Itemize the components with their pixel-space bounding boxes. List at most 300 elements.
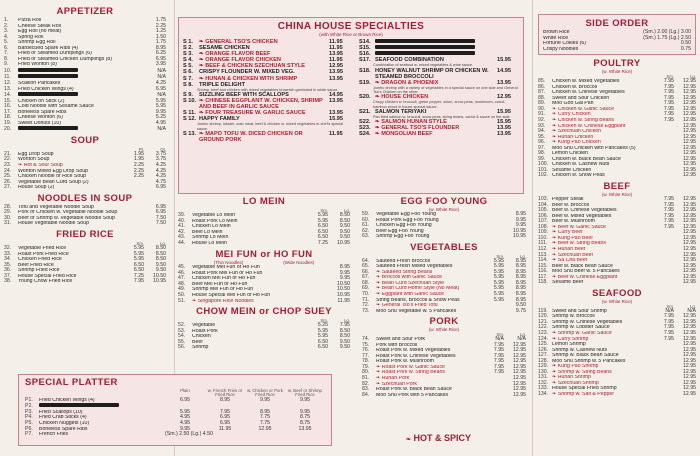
item-price: 1.25 <box>155 28 166 35</box>
item-name: Beef w. Mushroom <box>552 219 595 225</box>
item-number: 40. <box>178 217 186 224</box>
menu-item <box>362 393 526 399</box>
special-platter-list <box>19 398 331 438</box>
price-small: 5.95 <box>493 296 504 303</box>
price-large: 8.50 <box>155 256 166 263</box>
menu-item <box>4 279 166 285</box>
price-header-label: Sm. <box>136 240 144 246</box>
redacted-text <box>18 126 78 130</box>
item-number: 17. <box>4 108 12 115</box>
item-name: Shrimp Egg Roll <box>18 40 56 46</box>
price-header-label: Lg. <box>690 303 696 309</box>
price-small: 5.95 <box>317 327 328 334</box>
item-number: 88. <box>538 94 546 101</box>
item-price: 11.95 <box>329 130 343 137</box>
item-number: 7. <box>4 50 9 57</box>
item-number: 8. <box>4 55 9 62</box>
menu-item <box>538 392 696 398</box>
platter-price: 9.95 <box>299 396 311 403</box>
item-number: 90. <box>538 105 546 112</box>
item-price: 15.95 <box>329 116 343 123</box>
item-number: 78. <box>362 358 370 365</box>
item-name: Chicken Egg Foo Young <box>376 223 432 229</box>
item-number: 13. <box>4 85 12 92</box>
item-number: P4. <box>25 414 33 421</box>
item-name: Beef w. Mixed Vegetables <box>552 213 612 219</box>
item-number: 106. <box>538 212 549 219</box>
item-name: String Beans, Broccoli & Snow Peas <box>376 297 460 303</box>
price-header-label: Sm. <box>320 318 328 324</box>
item-number: S16. <box>359 51 371 58</box>
item-price: 11.95 <box>337 297 350 304</box>
menu-item <box>178 241 350 247</box>
item-number: 103. <box>538 196 549 203</box>
item-number: 117. <box>538 273 548 280</box>
item-name: ❧ Bean Curd Szechuan Style <box>376 280 445 286</box>
price-large: 12.95 <box>513 363 526 370</box>
item-number: 5. <box>4 39 9 46</box>
platter-price: 7.95 <box>219 408 231 415</box>
item-name: ❧ ORANGE FLAVOR CHICKEN <box>199 57 281 64</box>
price-large: N/A <box>687 307 696 314</box>
item-name: Shrimp w. Lobster Sauce <box>552 325 610 331</box>
item-number: 6. <box>4 44 9 51</box>
item-name: House Lo Mein <box>192 240 227 246</box>
price-header-label: Pt. <box>138 146 144 152</box>
item-name: ❧ SALMON HUNAN STYLE <box>375 119 447 126</box>
item-name: Chicken w. Black Bean Sauce <box>552 156 621 162</box>
item-name: ❧ HUNAN & CHICKEN WITH SHRIMP <box>199 75 298 82</box>
item-number: 99. <box>538 155 546 162</box>
price-large: 12.95 <box>683 245 696 252</box>
specialty-item <box>359 68 519 80</box>
item-name: Chicken Fried Rice <box>18 257 62 263</box>
price-header-label: Sm. <box>666 74 674 80</box>
price-small: 7.95 <box>663 212 674 219</box>
price-small: 7.95 <box>663 100 674 107</box>
item-name: Moo Shu Shrimp w. 5 Pancakes <box>552 358 626 364</box>
platter-price: 11.95 <box>218 425 232 432</box>
item-price: 10.95 <box>513 233 526 240</box>
platter-price: 13.95 <box>298 425 312 432</box>
item-name: ❧ Hunan Beef <box>552 246 586 252</box>
item-name: Vegetable Fried Rice <box>18 245 67 251</box>
vegetables-list <box>362 254 526 314</box>
specialty-description: Jumbo shrimp, lobster, crab meat, beef & chicken w. mixed vegetables in chef's special sauce. <box>197 122 344 131</box>
price-large: 12.95 <box>683 94 696 101</box>
egg-foo-young-subtitle: (w. White Rice) <box>428 207 460 212</box>
price-small: 7.95 <box>493 369 504 376</box>
item-name: Roast Pork w. Mushroom <box>376 359 434 365</box>
item-number: 71. <box>362 296 370 303</box>
item-number: S 4. <box>183 57 193 64</box>
price-small: 6.50 <box>317 223 328 230</box>
item-name: Moo Shu Beef w. 5 Pancakes <box>552 269 620 275</box>
price-large: 12.95 <box>683 89 696 96</box>
item-number: 31. <box>4 220 12 227</box>
item-price: N/A <box>157 67 166 74</box>
item-name: ❧ Broccoli with Garlic Sauce <box>376 275 443 281</box>
item-name: Barbecued Spare Ribs (4) <box>18 45 78 51</box>
column-middle-left <box>178 194 350 351</box>
item-name: Fried or Steamed Chicken Dumplings (8) <box>18 56 112 62</box>
item-name: Shrimp Fried Rice <box>18 268 60 274</box>
item-price: 13.95 <box>497 125 511 132</box>
item-price: 15.95 <box>497 119 511 126</box>
beef-list <box>538 197 696 286</box>
price-small: 5.95 <box>133 256 144 263</box>
item-number: 68. <box>362 279 370 286</box>
price-small: 5.25 <box>317 322 328 329</box>
price-large: 12.95 <box>683 201 696 208</box>
price-large: 9.50 <box>339 228 350 235</box>
item-name: Beef w. Broccoli <box>552 202 589 208</box>
item-name: Scallion Pancakes <box>18 81 61 87</box>
price-large: 12.95 <box>513 375 526 382</box>
item-name: ❧ Chicken w. Garlic Sauce <box>552 106 615 112</box>
price-large: 12.95 <box>683 100 696 107</box>
item-number: 26. <box>4 178 12 185</box>
lo-mein-list <box>178 208 350 246</box>
item-name: ❧ BEEF & CHICKEN SZECHUAN STYLE <box>199 63 306 70</box>
item-name: Roast Pork Egg Foo Young <box>376 217 439 223</box>
item-name: Wonton Soup <box>18 157 50 163</box>
item-price: 13.95 <box>329 51 343 58</box>
item-number: 107. <box>538 218 549 225</box>
price-large: 10.95 <box>153 278 166 285</box>
price-large: 12.95 <box>683 111 696 118</box>
price-large: 12.95 <box>683 363 696 370</box>
item-price: N/A <box>157 92 166 99</box>
item-number: 62. <box>362 227 370 234</box>
item-name: Beef Lo Mein <box>192 229 223 235</box>
price-large: 12.95 <box>683 368 696 375</box>
item-number: S 7. <box>183 75 193 82</box>
item-name: ❧ Hunan Shrimp <box>552 375 591 381</box>
price-header-label: Lg. <box>344 318 350 324</box>
item-number: S 3. <box>183 51 193 58</box>
item-price: 11.95 <box>329 39 343 45</box>
item-name: House Soup (2) <box>18 185 55 191</box>
price-small: 7.95 <box>663 117 674 124</box>
item-name: Chicken Noodle or Rice Soup <box>18 174 87 180</box>
item-price: N/A <box>157 74 166 81</box>
price-header-label: Qt. <box>160 146 166 152</box>
item-number: 118. <box>538 279 548 286</box>
item-price: 11.95 <box>329 57 343 64</box>
item-price: 10.50 <box>337 286 350 293</box>
item-price: 12.95 <box>329 63 343 70</box>
platter-header-label: w. French Fries or Fried Rice <box>207 388 243 398</box>
price-small: 5.95 <box>133 244 144 251</box>
item-number: P6. <box>25 425 33 432</box>
price-large: 8.95 <box>515 285 526 292</box>
price-large: 12.95 <box>683 150 696 157</box>
item-number: 24. <box>4 167 12 174</box>
platter-price: 4.95 <box>179 420 191 426</box>
price-small: 7.95 <box>663 89 674 96</box>
item-name: Beef Egg Foo Young <box>376 228 424 234</box>
price-large: 9.50 <box>515 302 526 309</box>
item-price: 9.95 <box>339 275 350 282</box>
item-number: 101. <box>538 166 549 173</box>
item-number: 77. <box>362 352 370 359</box>
item-name: Chicken w. Broccoli <box>552 84 597 90</box>
item-name: House Vegetable Noodle Soup <box>18 221 89 227</box>
item-number: 51. <box>178 297 186 304</box>
item-price: 8.95 <box>155 44 166 51</box>
price-small: 5.95 <box>133 250 144 257</box>
special-platter-box <box>18 374 332 446</box>
price-small: 5.95 <box>493 291 504 298</box>
item-price: 0.50 <box>680 40 691 47</box>
menu-item <box>362 234 526 240</box>
item-name: ❧ Singapore Rice Noodles <box>192 298 254 304</box>
item-price: 7.50 <box>155 220 166 227</box>
platter-price: (Sm.) 2.50 (Lg.) 4.50 <box>165 431 213 438</box>
item-price: 12.95 <box>497 94 511 101</box>
item-name: Fried Wonton (8) <box>18 62 57 68</box>
item-name: ❧ Roast Pork w. String Beans <box>376 370 445 376</box>
price-large: 12.95 <box>683 324 696 331</box>
item-price: 10.95 <box>513 227 526 234</box>
item-number: 45. <box>178 264 186 271</box>
item-number: S22. <box>359 119 371 126</box>
item-number: 111. <box>538 240 548 247</box>
item-name: Chicken on Stick (2) <box>18 98 65 104</box>
price-large: 12.95 <box>683 172 696 179</box>
item-number: 32. <box>4 244 12 251</box>
item-number: 105. <box>538 207 549 214</box>
mei-fun-sub-thin: (Thin Noodles) <box>213 260 244 266</box>
item-number: S14. <box>359 39 371 45</box>
item-name: ❧ Shrimp w. Garlic Sauce <box>552 330 612 336</box>
item-name: Roast Pork w. Mixed Vegetables <box>376 348 451 354</box>
price-header-label: Lg. <box>160 240 166 246</box>
item-price: 11.95 <box>329 45 343 52</box>
item-name: Boneless Spare Ribs <box>39 426 88 432</box>
item-name: ❧ GENERAL TSO'S CHICKEN <box>199 39 278 45</box>
item-name: ❧ Eggplant with Garlic Sauce <box>376 292 445 298</box>
price-large: 12.95 <box>683 313 696 320</box>
seafood-list <box>538 304 696 398</box>
item-number: 81. <box>362 375 370 382</box>
item-number: 69. <box>362 285 370 292</box>
price-small: 7.25 <box>317 239 328 246</box>
item-number: 130. <box>538 368 549 375</box>
item-number: S 5. <box>183 63 193 70</box>
price-large: 12.95 <box>683 78 696 85</box>
platter-price: 9.95 <box>299 408 311 415</box>
price-small: 7.95 <box>663 329 674 336</box>
price-large: 12.95 <box>683 139 696 146</box>
item-name: Moo Shu Chicken with Pancakes (5) <box>552 145 636 151</box>
item-number: S24. <box>359 131 371 138</box>
item-number: 44. <box>178 239 186 246</box>
item-name: ❧ Beef w. Chinese Eggplant <box>552 274 618 280</box>
price-small: 7.95 <box>663 218 674 225</box>
price-small: 6.50 <box>133 267 144 274</box>
item-number: S19. <box>359 79 371 86</box>
item-number: 125. <box>538 341 549 348</box>
price-header-label: Sm. <box>496 332 504 338</box>
item-name: Beef or Shrimp w. Vegetable Noodle Soup <box>18 215 115 221</box>
price-large: 12.95 <box>683 166 696 173</box>
item-name: Cheese Wonton (6) <box>18 115 63 121</box>
item-name: ❧ CHINESE EGGPLANT W. CHICKEN, SHRIMP AND BEEF IN GARLIC SAUCE <box>199 98 323 111</box>
specialty-item <box>183 82 351 88</box>
item-number: 27. <box>4 184 12 191</box>
item-number: 94. <box>538 128 546 135</box>
item-name: Sauteed Fresh Broccoli <box>376 258 430 264</box>
chow-mein-title: CHOW MEIN or CHOP SUEY <box>196 306 332 318</box>
item-name: Shrimp w. Broccoli <box>552 314 595 320</box>
soup-list <box>4 147 166 191</box>
item-number: 124. <box>538 335 549 342</box>
price-small: 5.95 <box>317 217 328 224</box>
item-name: Chicken w. Chinese Vegetables <box>552 90 625 96</box>
specialties-right-list <box>359 39 519 143</box>
item-name: Fried Crab Sticks (4) <box>39 415 87 421</box>
item-name: CRISPY FLOUNDER W. MIXED VEG. <box>199 69 295 76</box>
item-number: 19. <box>4 119 12 126</box>
item-number: 56. <box>178 344 186 351</box>
price-large: 12.95 <box>683 352 696 359</box>
item-number: 65. <box>362 263 370 270</box>
item-name: Shrimp w. Chinese Vegetables <box>552 319 623 325</box>
pork-title: PORK <box>429 316 459 328</box>
item-price: (Sm.) 2.00 (Lg.) 3.00 <box>643 29 691 35</box>
price-large: 9.50 <box>339 338 350 345</box>
special-platter-header <box>19 389 331 398</box>
item-number: 55. <box>178 338 186 345</box>
price-large: 9.50 <box>155 261 166 268</box>
price-large: 12.95 <box>683 329 696 336</box>
platter-header-label: w. Chicken or Pork Fried Rice <box>247 388 283 398</box>
price-large: 12.95 <box>683 223 696 230</box>
item-number: 132. <box>538 379 549 386</box>
item-name: ❧ Szechuan Pork <box>376 381 417 387</box>
item-number: 41. <box>178 223 186 230</box>
item-number: 127. <box>538 352 549 359</box>
price-large: 12.95 <box>683 268 696 275</box>
platter-price: 4.95 <box>179 414 191 421</box>
price-large: 9.75 <box>515 307 526 314</box>
item-name: Fried Chicken Wings (4) <box>18 86 74 92</box>
menu-item <box>538 280 696 286</box>
item-name: Vegetable Egg Foo Young <box>376 212 436 217</box>
price-large: 4.75 <box>155 178 166 185</box>
item-name: ❧ Hunan Pork <box>376 376 410 382</box>
item-name: ❧ GENERAL TSO'S FLOUNDER <box>375 125 460 132</box>
side-order-item <box>543 47 691 53</box>
item-number: 2. <box>4 22 9 29</box>
hot-spicy-label: HOT & SPICY <box>413 433 472 443</box>
item-number: 104. <box>538 201 549 208</box>
item-number: 63. <box>362 233 370 240</box>
item-name: Pork with Broccoli <box>376 342 418 348</box>
price-large: 9.50 <box>339 223 350 230</box>
price-large: 12.95 <box>513 341 526 348</box>
price-small: 7.95 <box>493 358 504 365</box>
item-number: 84. <box>362 391 370 398</box>
menu-item <box>4 221 166 227</box>
price-small: 7.95 <box>663 223 674 230</box>
price-small: 2.25 <box>133 167 144 174</box>
item-number: 43. <box>178 234 186 241</box>
price-large: 12.95 <box>683 122 696 129</box>
item-name: House Special Fried Shrimp <box>552 386 617 392</box>
price-large: 4.25 <box>155 167 166 174</box>
item-price: 4.25 <box>155 80 166 87</box>
seafood-title: SEAFOOD <box>592 287 642 299</box>
platter-price: 5.95 <box>179 408 191 415</box>
menu-item <box>4 185 166 191</box>
platter-item <box>25 432 331 438</box>
item-name: ❧ Roast Pork w. Garlic Sauce <box>376 364 445 370</box>
soup-title: SOUP <box>70 134 100 146</box>
item-number: 87. <box>538 89 546 96</box>
price-small: 7.95 <box>663 94 674 101</box>
item-name <box>18 126 138 133</box>
item-number: 110. <box>538 234 548 241</box>
item-number: 59. <box>362 211 370 217</box>
item-price: 13.95 <box>497 79 511 86</box>
price-large: 12.95 <box>683 251 696 258</box>
price-small: 7.95 <box>663 196 674 203</box>
poultry-title: POULTRY <box>593 58 641 70</box>
item-number: 73. <box>362 307 370 314</box>
item-number: S 11. <box>183 110 196 117</box>
price-large: 8.50 <box>339 212 350 218</box>
beef-subtitle: (w. White Rice) <box>601 192 633 198</box>
menu-item <box>178 299 350 305</box>
item-name: Moo Shu Vegetable w. 5 Pancakes <box>376 308 457 314</box>
item-name: ❧ MONGOLIAN BEEF <box>375 131 433 138</box>
item-price: 7.50 <box>155 214 166 221</box>
item-number: 11. <box>4 74 11 81</box>
column-right <box>538 4 696 398</box>
price-small: 6.50 <box>317 234 328 241</box>
item-name: ❧ Chicken w. String Beans <box>552 118 615 124</box>
price-header-label: Sm. <box>320 208 328 213</box>
price-small: 5.95 <box>493 268 504 275</box>
redacted-text <box>375 51 475 55</box>
item-number: 60. <box>362 216 370 223</box>
item-name: Roast Pork w. Black Bean Sauce <box>376 387 452 393</box>
price-small: 7.95 <box>493 341 504 348</box>
price-large: 12.95 <box>683 144 696 151</box>
item-number: 47. <box>178 275 186 282</box>
price-large: 8.95 <box>515 279 526 286</box>
item-number: 70. <box>362 291 370 298</box>
item-number: 42. <box>178 228 186 235</box>
item-price: 13.95 <box>329 69 343 76</box>
item-price: 9.95 <box>515 216 526 223</box>
specialty-item <box>359 131 519 137</box>
item-number: 95. <box>538 133 546 140</box>
item-number: S 13. <box>183 130 197 137</box>
item-name: Cheese Steak Roll <box>18 23 61 29</box>
specialty-description: Combination of seafood w. mixed vegetables & wine sauce. <box>373 63 474 68</box>
specialty-item <box>183 131 351 143</box>
item-name: House Special Mei Fun or Ho Fun <box>192 293 271 299</box>
item-name: Sauteed Fresh Mixed Vegetables <box>376 264 453 270</box>
item-number: 109. <box>538 229 549 236</box>
item-number: S 1. <box>183 39 193 45</box>
item-name: Vegetable Mei Fun or Ho Fun <box>192 265 260 271</box>
item-number: 54. <box>178 333 186 340</box>
